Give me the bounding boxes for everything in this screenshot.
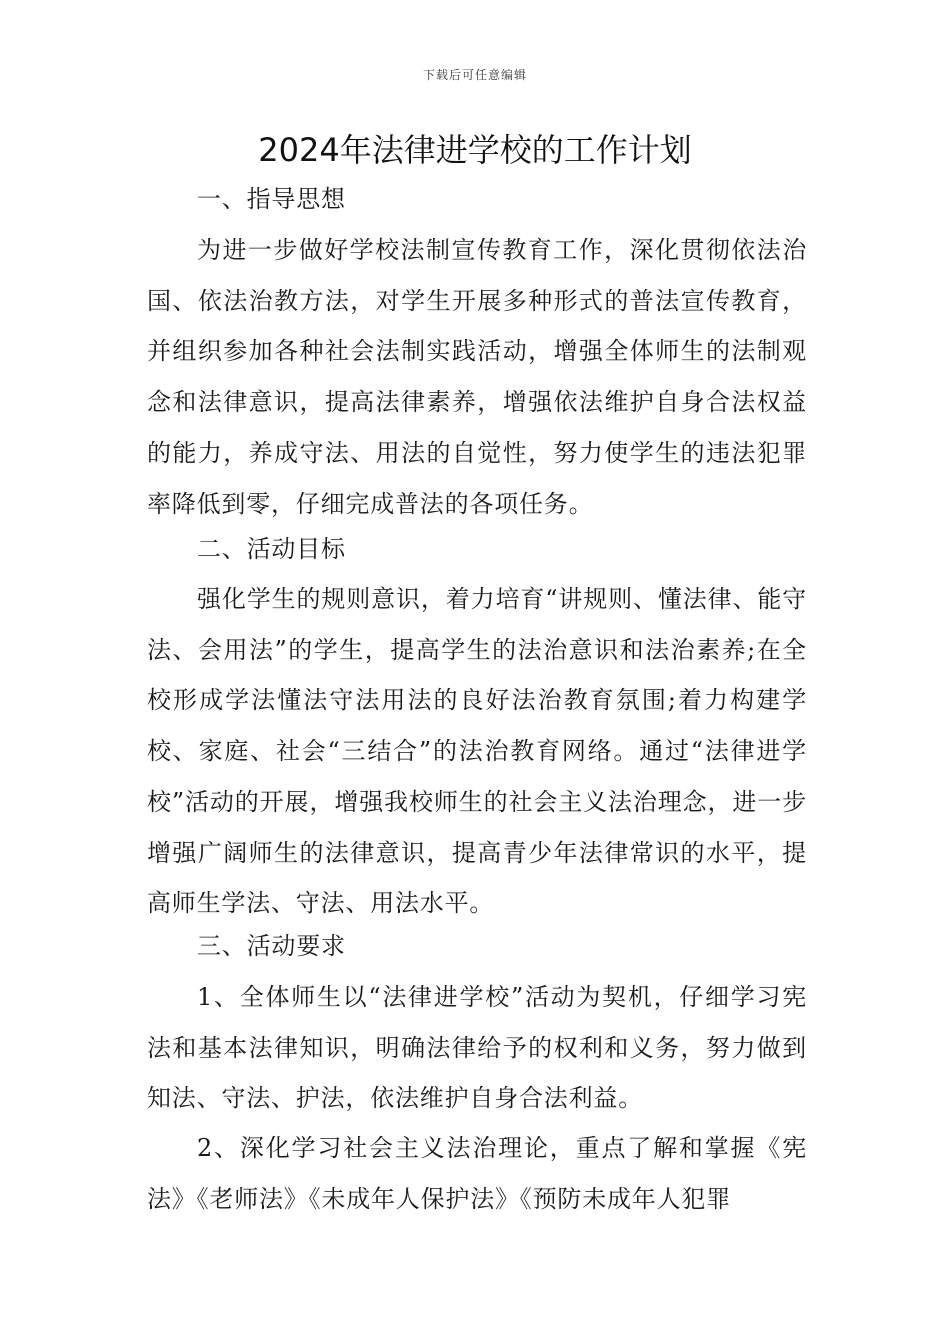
section-heading-activity-requirements: 三、活动要求 (197, 932, 346, 960)
section-heading-guiding-ideology: 一、指导思想 (197, 185, 346, 213)
requirement-item-2: 2、深化学习社会主义法治理论，重点了解和掌握《宪法》《老师法》《未成年人保护法》《预防未成年人犯罪 (147, 1134, 807, 1213)
document-title: 2024年法律进学校的工作计划 (258, 131, 692, 169)
section-paragraph-activity-goals: 强化学生的规则意识，着力培育“讲规则、懂法律、能守法、会用法”的学生，提高学生的法治意识和法治素养;在全校形成学法懂法守法用法的良好法治教育氛围;着力构建学校、家庭、社会“三结合”的法治教育网络。通过“法律进学校”活动的开展，增强我校师生的社会主义法治理念，进一步增强广阔师生的法律意识，提高青少年法律常识的水平，提高师生学法、守法、用法水平。 (147, 585, 807, 918)
requirement-item-1: 1、全体师生以“法律进学校”活动为契机，仔细学习宪法和基本法律知识，明确法律给予的权利和义务，努力做到知法、守法、护法，依法维护自身合法利益。 (147, 983, 807, 1113)
header-note: 下载后可任意编辑 (422, 68, 527, 82)
section-heading-activity-goals: 二、活动目标 (197, 535, 346, 563)
section-paragraph-guiding-ideology: 为进一步做好学校法制宣传教育工作，深化贯彻依法治国、依法治教方法，对学生开展多种形式的普法宣传教育，并组织参加各种社会法制实践活动，增强全体师生的法制观念和法律意识，提高法律素养，增强依法维护自身合法权益的能力，养成守法、用法的自觉性，努力使学生的违法犯罪率降低到零，仔细完成普法的各项任务。 (147, 236, 807, 518)
